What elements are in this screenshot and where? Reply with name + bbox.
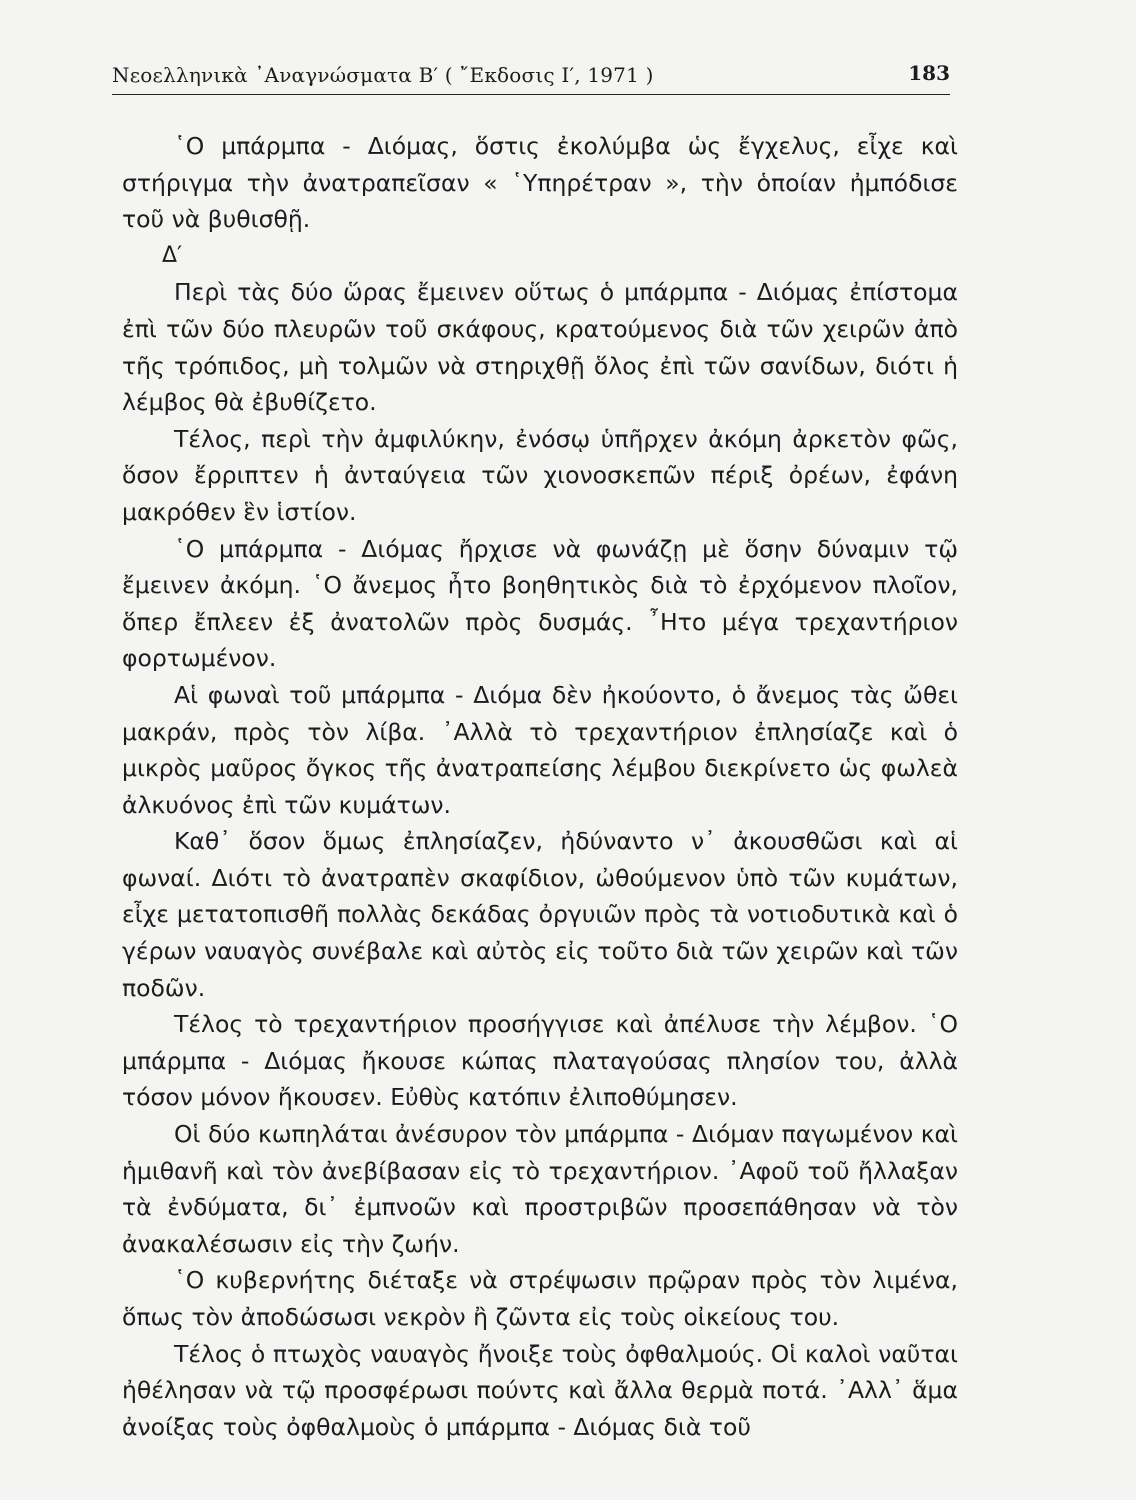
body-text	[122, 128, 958, 1445]
page-header	[112, 60, 950, 95]
paragraph-10: Τέλος ὁ πτωχὸς ναυαγὸς ἤνοιξε τοὺς ὀφθαλμούς. Οἱ καλοὶ ναῦται ἠθέλησαν νὰ τῷ προσφέρωσι πούντς καὶ ἄλλα θερμὰ ποτά. ᾽Αλλ᾽ ἅμα ἀνοίξας τοὺς ὀφθαλμοὺς ὁ μπάρμπα - Διόμας διὰ τοῦ	[122, 1339, 958, 1441]
paragraph-9: ῾Ο κυβερνήτης διέταξε νὰ στρέψωσιν πρῷραν πρὸς τὸν λιμένα, ὅπως τὸν ἀποδώσωσι νεκρὸν ἢ ζῶντα εἰς τοὺς οἰκείους του.	[122, 1266, 958, 1331]
paragraph-4: ῾Ο μπάρμπα - Διόμας ἤρχισε νὰ φωνάζῃ μὲ ὅσην δύναμιν τῷ ἔμεινεν ἀκόμη. ῾Ο ἄνεμος ἦτο βοηθητικὸς διὰ τὸ ἐρχόμενον πλοῖον, ὅπερ ἔπλεεν ἐξ ἀνατολῶν πρὸς δυσμάς. ῏Ητο μέγα τρεχαντήριον φορτωμένον.	[122, 534, 958, 673]
paragraph-1: ῾Ο μπάρμπα - Διόμας, ὅστις ἐκολύμβα ὡς ἔγχελυς, εἶχε καὶ στήριγμα τὴν ἀνατραπεῖσαν « ῾Υπηρέτραν », τὴν ὁποίαν ἠμπόδισε τοῦ νὰ βυθισθῇ.	[122, 132, 958, 234]
paragraph-7: Τέλος τὸ τρεχαντήριον προσήγγισε καὶ ἀπέλυσε τὴν λέμβον. ῾Ο μπάρμπα - Διόμας ἤκουσε κώπας πλαταγούσας πλησίον του, ἀλλὰ τόσον μόνον ἤκουσεν. Εὐθὺς κατόπιν ἐλιποθύμησεν.	[122, 1010, 958, 1112]
paragraph-6: Καθ᾽ ὅσον ὅμως ἐπλησίαζεν, ἠδύναντο ν᾽ ἀκουσθῶσι καὶ αἱ φωναί. Διότι τὸ ἀνατραπὲν σκαφίδιον, ὠθούμενον ὑπὸ τῶν κυμάτων, εἶχε μετατοπισθῆ πολλὰς δεκάδας ὀργυιῶν πρὸς τὰ νοτιοδυτικὰ καὶ ὁ γέρων ναυαγὸς συνέβαλε καὶ αὐτὸς εἰς τοῦτο διὰ τῶν χειρῶν καὶ τῶν ποδῶν.	[122, 827, 958, 1002]
paragraph-2: Περὶ τὰς δύο ὥρας ἔμεινεν οὕτως ὁ μπάρμπα - Διόμας ἐπίστομα ἐπὶ τῶν δύο πλευρῶν τοῦ σκάφους, κρατούμενος διὰ τῶν χειρῶν ἀπὸ τῆς τρόπιδος, μὴ τολμῶν νὰ στηριχθῇ ὅλος ἐπὶ τῶν σανίδων, διότι ἡ λέμβος θὰ ἐβυθίζετο.	[122, 278, 958, 417]
paragraph-3: Τέλος, περὶ τὴν ἀμφιλύκην, ἐνόσῳ ὑπῆρχεν ἀκόμη ἀρκετὸν φῶς, ὅσον ἔρριπτεν ἡ ἀνταύγεια τῶν χιονοσκεπῶν πέριξ ὀρέων, ἐφάνη μακρόθεν ἓν ἱστίον.	[122, 424, 958, 526]
paragraph-5: Αἱ φωναὶ τοῦ μπάρμπα - Διόμα δὲν ἠκούοντο, ὁ ἄνεμος τὰς ὤθει μακράν, πρὸς τὸν λίβα. ᾽Αλλὰ τὸ τρεχαντήριον ἐπλησίαζε καὶ ὁ μικρὸς μαῦρος ὄγκος τῆς ἀνατραπείσης λέμβου διεκρίνετο ὡς φωλεὰ ἀλκυόνος ἐπὶ τῶν κυμάτων.	[122, 680, 958, 819]
paragraph-8: Οἱ δύο κωπηλάται ἀνέσυρον τὸν μπάρμπα - Διόμαν παγωμένον καὶ ἡμιθανῆ καὶ τὸν ἀνεβίβασαν εἰς τὸ τρεχαντήριον. ᾽Αφοῦ τοῦ ἤλλαξαν τὰ ἐνδύματα, δι᾽ ἐμπνοῶν καὶ προστριβῶν προσεπάθησαν νὰ τὸν ἀνακαλέσωσιν εἰς τὴν ζωήν.	[122, 1120, 958, 1258]
section-mark: Δ′	[162, 242, 183, 268]
page-number: 183	[908, 61, 950, 85]
running-header-title: Νεοελληνικὰ ᾽Αναγνώσματα Β′ ( ῎Εκδοσις Ι′, 1971 )	[112, 63, 654, 87]
